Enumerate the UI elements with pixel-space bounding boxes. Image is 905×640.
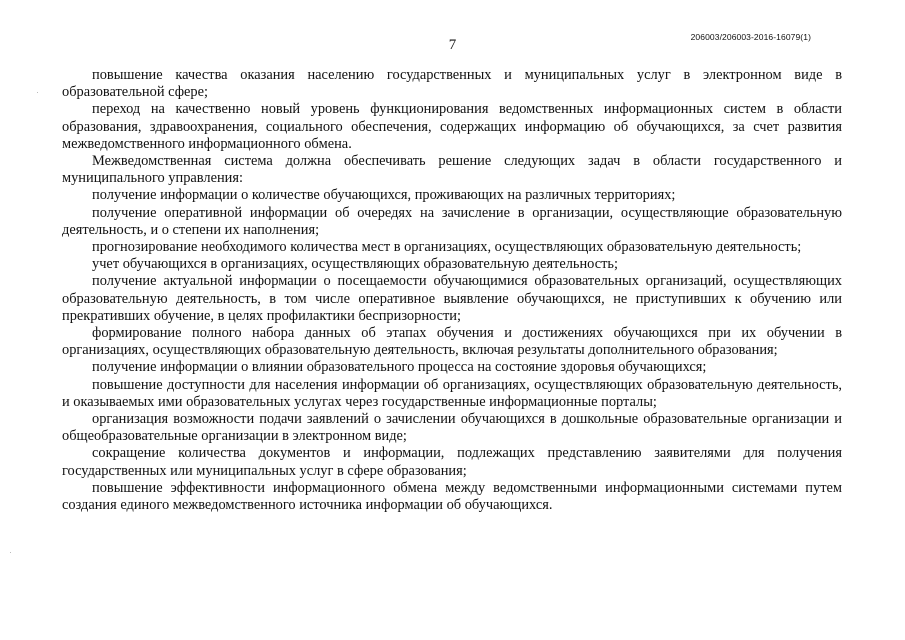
paragraph-6: прогнозирование необходимого количества мест в организациях, осуществляющих образовательную деятельность; bbox=[92, 239, 802, 256]
paragraph-7: учет обучающихся в организациях, осуществляющих образовательную деятельность; bbox=[92, 256, 618, 273]
page-number: 7 bbox=[448, 37, 457, 53]
paragraph-2: переход на качественно новый уровень функционирования ведомственных информационных систем в области образования, здравоохранения, социального обеспечения, содержащих информацию об обучающихся, за счет развития межведомственного информационного обмена. bbox=[62, 101, 842, 152]
scan-speck bbox=[10, 552, 11, 553]
paragraph-4: получение информации о количестве обучающихся, проживающих на различных территориях; bbox=[92, 187, 676, 204]
paragraph-3: Межведомственная система должна обеспечивать решение следующих задач в области государственного и муниципального управления: bbox=[62, 153, 842, 187]
paragraph-9: формирование полного набора данных об этапах обучения и достижениях обучающихся при их обучении в организациях, осуществляющих образовательную деятельность, включая результаты дополнительного образования; bbox=[62, 325, 842, 359]
paragraph-5: получение оперативной информации об очередях на зачисление в организации, осуществляющие образовательную деятельность, и о степени их наполнения; bbox=[62, 204, 842, 238]
document-code: 206003/206003-2016-16079(1) bbox=[690, 32, 811, 42]
paragraph-14: повышение эффективности информационного обмена между ведомственными информационными системами путем создания единого межведомственного источника информации об обучающихся. bbox=[62, 479, 842, 514]
paragraph-13: сокращение количества документов и информации, подлежащих представлению заявителями для получения государственных или муниципальных услуг в сфере образования; bbox=[62, 445, 842, 479]
body-text bbox=[62, 67, 842, 514]
scan-speck bbox=[37, 92, 38, 93]
paragraph-10: получение информации о влиянии образовательного процесса на состояние здоровья обучающихся; bbox=[92, 359, 707, 376]
paragraph-1: повышение качества оказания населению государственных и муниципальных услуг в электронном виде в образовательной сфере; bbox=[62, 67, 842, 101]
paragraph-11: повышение доступности для населения информации об организациях, осуществляющих образовательную деятельность, и оказываемых ими образовательных услугах через государственные информационные порталы; bbox=[62, 376, 842, 410]
paragraph-12: организация возможности подачи заявлений о зачислении обучающихся в дошкольные образовательные организации и общеобразовательные организации в электронном виде; bbox=[62, 411, 842, 445]
paragraph-8: получение актуальной информации о посещаемости обучающимися образовательных организаций, осуществляющих образовательную деятельность, в том числе оперативное выявление обучающихся, не приступивших к обучению или прекративших обучение, в целях профилактики беспризорности; bbox=[62, 273, 842, 324]
